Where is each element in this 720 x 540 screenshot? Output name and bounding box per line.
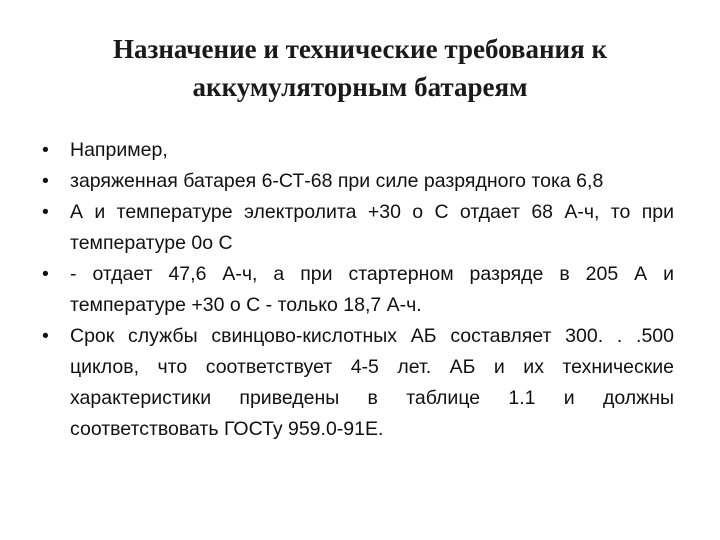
bullet-item — [42, 259, 674, 321]
bullet-text: Срок службы свинцово-кислотных АБ составляет 300. . .500 циклов, что соответствует 4-5 лет. АБ и их технические характеристики приведены в таблице 1.1 и должны соответствовать ГОСТу 959.0-91Е. — [70, 325, 674, 440]
bullet-icon: • — [42, 263, 49, 285]
bullet-text: Например, — [70, 139, 168, 161]
bullet-icon: • — [42, 325, 49, 347]
bullet-list — [42, 135, 674, 445]
bullet-icon: • — [42, 170, 49, 192]
bullet-text: заряженная батарея 6-СТ-68 при силе разрядного тока 6,8 — [70, 170, 604, 192]
bullet-text: А и температуре электролита +30 о С отдает 68 А-ч, то при температуре 0о С — [70, 201, 674, 254]
slide-title-line-1: Назначение и технические требования к — [112, 34, 608, 64]
bullet-text: - отдает 47,6 А-ч, а при стартерном разряде в 205 А и температуре +30 о С - только 18,7 А-ч. — [70, 263, 674, 316]
bullet-item — [42, 166, 674, 197]
slide-title — [40, 30, 680, 106]
bullet-icon: • — [42, 201, 49, 223]
bullet-icon: • — [42, 139, 49, 161]
bullet-item — [42, 197, 674, 259]
bullet-item — [42, 321, 674, 445]
slide-title-line-2: аккумуляторным батареям — [192, 72, 528, 102]
bullet-item — [42, 135, 674, 166]
